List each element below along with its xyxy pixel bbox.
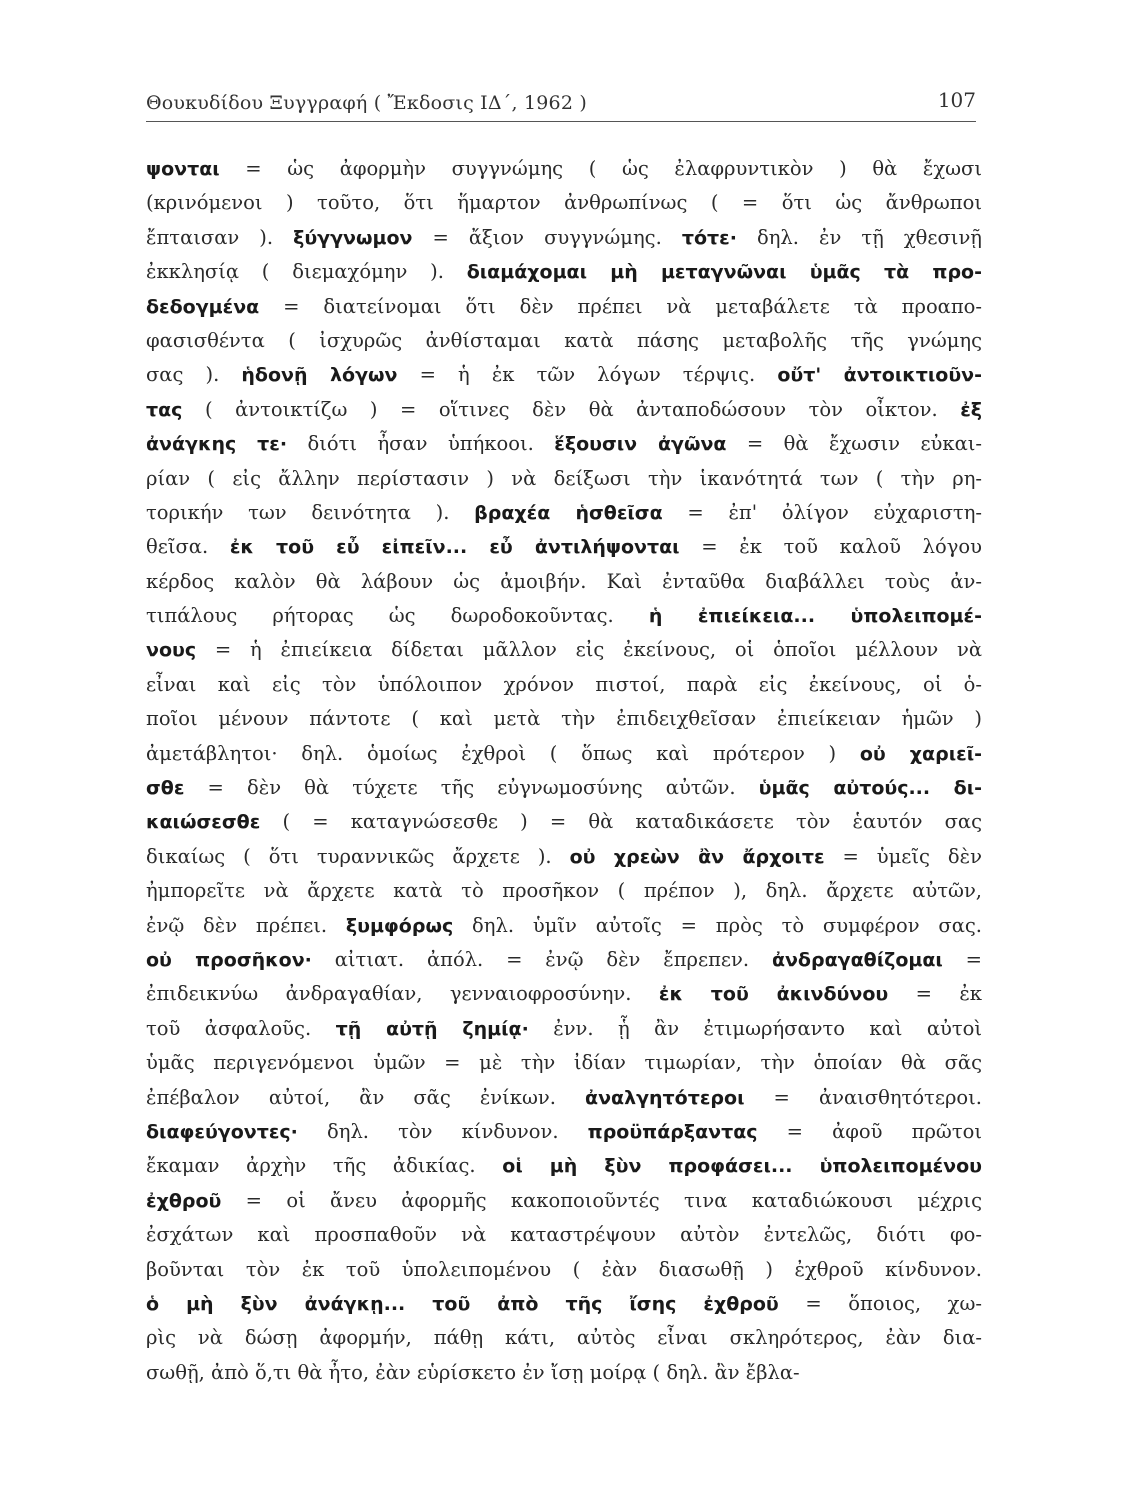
gloss-text: = διατείνομαι ὅτι δὲν πρέπει νὰ μεταβάλετε τὰ προαπο-: [259, 294, 982, 318]
gloss-text: ἐπιδεικνύω ἀνδραγαθίαν, γενναιοφροσύνην.: [146, 982, 659, 1006]
text-line: [146, 943, 982, 977]
text-line: [146, 1356, 982, 1390]
gloss-text: βοῦνται τὸν ἐκ τοῦ ὑπολειπομένου ( ἐὰν διασωθῇ ) ἐχθροῦ κίνδυνον.: [146, 1257, 982, 1281]
text-line: [146, 702, 982, 736]
gloss-text: = ἀφοῦ πρῶτοι: [757, 1119, 982, 1143]
gloss-text: ἠμπορεῖτε νὰ ἄρχετε κατὰ τὸ προσῆκον ( πρέπον ), δηλ. ἄρχετε αὐτῶν,: [146, 879, 982, 903]
text-line: [146, 221, 982, 255]
lemma-term: ξυμφόρως: [345, 914, 454, 937]
gloss-text: = ἐκ: [888, 982, 982, 1006]
lemma-term: ἀναλγητότεροι: [585, 1086, 745, 1109]
gloss-text: ἐπέβαλον αὐτοί, ἂν σᾶς ἐνίκων.: [146, 1085, 586, 1109]
gloss-text: δηλ. ἐν τῇ χθεσινῇ: [736, 225, 982, 249]
gloss-text: σωθῇ, ἀπὸ ὅ,τι θὰ ἦτο, ἐὰν εὑρίσκετο ἐν ἴσῃ μοίρᾳ ( δηλ. ἂν ἔβλα-: [146, 1360, 800, 1384]
text-line: [146, 1012, 982, 1046]
lemma-term: οὐ χρεὼν ἂν ἄρχοιτε: [569, 845, 825, 868]
gloss-text: ἐσχάτων καὶ προσπαθοῦν νὰ καταστρέψουν αὐτὸν ἐντελῶς, διότι φο-: [146, 1223, 982, 1247]
lemma-term: τας: [146, 398, 183, 421]
gloss-text: = δὲν θὰ τύχετε τῆς εὐγνωμοσύνης αὐτῶν.: [184, 776, 759, 800]
gloss-text: ὑμᾶς περιγενόμενοι ὑμῶν = μὲ τὴν ἰδίαν τιμωρίαν, τὴν ὁποίαν θὰ σᾶς: [146, 1051, 982, 1075]
lemma-term: ἀνάγκης τε·: [146, 433, 288, 456]
lemma-term: ἐχθροῦ: [146, 1189, 222, 1212]
gloss-text: αἰτιατ. ἀπόλ. = ἐνῷ δὲν ἔπρεπεν.: [311, 947, 772, 971]
lemma-term: διαμάχομαι μὴ μεταγνῶναι ὑμᾶς τὰ προ-: [466, 261, 983, 284]
lemma-term: ἡδονῇ λόγων: [241, 364, 398, 387]
gloss-text: (κρινόμενοι ) τοῦτο, ὅτι ἥμαρτον ἀνθρωπίνως ( = ὅτι ὡς ἄνθρωποι: [146, 191, 982, 215]
gloss-text: = ἡ ἐκ τῶν λόγων τέρψις.: [397, 363, 778, 387]
lemma-term: βραχέα ἡσθεῖσα: [474, 501, 663, 524]
gloss-text: ( ἀντοικτίζω ) = οἵτινες δὲν θὰ ἀνταποδώσουν τὸν οἶκτον.: [182, 397, 961, 421]
gloss-text: = ὡς ἀφορμὴν συγγνώμης ( ὡς ἐλαφρυντικὸν ) θὰ ἔχωσι: [219, 157, 982, 180]
gloss-text: δικαίως ( ὅτι τυραννικῶς ἄρχετε ).: [146, 844, 570, 868]
page-header: [146, 86, 976, 122]
text-line: [146, 358, 982, 392]
text-line: [146, 1287, 982, 1321]
lemma-term: ὁ μὴ ξὺν ἀνάγκῃ... τοῦ ἀπὸ τῆς ἴσης ἐχθροῦ: [146, 1292, 779, 1315]
gloss-text: ποῖοι μένουν πάντοτε ( καὶ μετὰ τὴν ἐπιδειχθεῖσαν ἐπιείκειαν ἡμῶν ): [146, 707, 982, 731]
lemma-term: τῇ αὐτῇ ζημίᾳ·: [335, 1017, 529, 1040]
lemma-term: προϋπάρξαντας: [587, 1120, 758, 1143]
gloss-text: = ἡ ἐπιείκεια δίδεται μᾶλλον εἰς ἐκείνους, οἱ ὁποῖοι μέλλουν νὰ: [196, 638, 982, 662]
lemma-term: ἕξουσιν ἀγῶνα: [554, 433, 727, 456]
gloss-text: ρίαν ( εἰς ἄλλην περίστασιν ) νὰ δείξωσι τὴν ἱκανότητά των ( τὴν ρη-: [146, 466, 982, 490]
lemma-term: διαφεύγοντες·: [146, 1120, 298, 1143]
text-line: [146, 771, 982, 805]
gloss-text: = ἀναισθητότεροι.: [744, 1085, 982, 1109]
text-line: [146, 737, 982, 771]
lemma-term: καιώσεσθε: [146, 811, 261, 834]
text-line: [146, 599, 982, 633]
gloss-text: = ἐπ' ὀλίγον εὐχαριστη-: [662, 500, 982, 524]
gloss-text: ἔκαμαν ἀρχὴν τῆς ἀδικίας.: [146, 1154, 503, 1178]
text-line: [146, 152, 982, 186]
lemma-term: ἐκ τοῦ εὖ εἰπεῖν... εὖ ἀντιλήψονται: [229, 536, 680, 559]
gloss-text: κέρδος καλὸν θὰ λάβουν ὡς ἀμοιβήν. Καὶ ἐνταῦθα διαβάλλει τοὺς ἀν-: [146, 569, 982, 593]
lemma-term: ὑμᾶς αὐτούς... δι-: [758, 777, 982, 800]
text-line: [146, 1253, 982, 1287]
text-line: [146, 1149, 982, 1183]
text-line: [146, 427, 982, 461]
lemma-term: δεδογμένα: [146, 295, 260, 318]
text-line: [146, 530, 982, 564]
gloss-text: ἔπταισαν ).: [146, 225, 294, 249]
text-line: [146, 462, 982, 496]
lemma-term: ἡ ἐπιείκεια... ὑπολειπομέ-: [648, 605, 982, 628]
gloss-text: δηλ. τὸν κίνδυνον.: [297, 1119, 588, 1143]
text-line: [146, 565, 982, 599]
text-line: [146, 255, 982, 289]
lemma-term: οἱ μὴ ξὺν προφάσει... ὑπολειπομένου: [502, 1155, 982, 1178]
text-line: [146, 1081, 982, 1115]
text-line: [146, 977, 982, 1011]
gloss-text: = οἱ ἄνευ ἀφορμῆς κακοποιοῦντές τινα καταδιώκουσι μέχρις: [221, 1188, 982, 1212]
gloss-text: =: [942, 947, 982, 971]
page-number: 107: [937, 88, 976, 112]
text-line: [146, 324, 982, 358]
header-rule: [146, 121, 976, 122]
lemma-term: ξύγγνωμον: [293, 226, 413, 249]
lemma-term: ψονται: [146, 158, 220, 180]
gloss-text: τιπάλους ρήτορας ὡς δωροδοκοῦντας.: [146, 604, 649, 628]
text-line: [146, 874, 982, 908]
gloss-text: = ὑμεῖς δὲν: [824, 844, 982, 868]
text-line: [146, 393, 982, 427]
gloss-text: = ἄξιον συγγνώμης.: [412, 225, 682, 249]
gloss-text: ἐνν. ᾗ ἂν ἐτιμωρήσαντο καὶ αὐτοὶ: [528, 1016, 983, 1040]
lemma-term: ἀνδραγαθίζομαι: [771, 948, 943, 971]
text-line: [146, 1218, 982, 1252]
text-line: [146, 290, 982, 324]
text-line: [146, 1321, 982, 1355]
lemma-term: οὔτ' ἀντοικτιοῦν-: [777, 364, 982, 387]
gloss-text: ( = καταγνώσεσθε ) = θὰ καταδικάσετε τὸν ἑαυτόν σας: [260, 810, 982, 834]
gloss-text: θεῖσα.: [146, 535, 230, 559]
lemma-term: σθε: [146, 777, 185, 800]
gloss-text: ἐνῷ δὲν πρέπει.: [146, 913, 346, 937]
lemma-term: ἐξ: [960, 398, 982, 421]
lemma-term: νους: [146, 639, 197, 662]
text-line: [146, 1184, 982, 1218]
text-line: [146, 668, 982, 702]
text-line: [146, 633, 982, 667]
running-head: Θουκυδίδου Ξυγγραφή ( Ἔκδοσις ΙΔ΄, 1962 ): [146, 92, 587, 114]
text-line: [146, 1046, 982, 1080]
lemma-term: ἐκ τοῦ ἀκινδύνου: [658, 983, 889, 1006]
gloss-text: σας ).: [146, 363, 242, 387]
gloss-text: = θὰ ἔχωσιν εὐκαι-: [726, 432, 982, 456]
gloss-text: ἀμετάβλητοι· δηλ. ὁμοίως ἐχθροὶ ( ὅπως καὶ πρότερον ): [146, 741, 860, 765]
text-line: [146, 805, 982, 839]
lemma-term: οὐ προσῆκον·: [146, 948, 312, 971]
gloss-text: ρὶς νὰ δώσῃ ἀφορμήν, πάθῃ κάτι, αὐτὸς εἶναι σκληρότερος, ἐὰν δια-: [146, 1326, 982, 1350]
gloss-text: τορικήν των δεινότητα ).: [146, 500, 475, 524]
lemma-term: τότε·: [681, 226, 737, 249]
text-line: [146, 909, 982, 943]
gloss-text: δηλ. ὑμῖν αὐτοῖς = πρὸς τὸ συμφέρον σας.: [453, 913, 982, 937]
text-line: [146, 1115, 982, 1149]
gloss-text: ἐκκλησίᾳ ( διεμαχόμην ).: [146, 260, 467, 284]
gloss-text: φασισθέντα ( ἰσχυρῶς ἀνθίσταμαι κατὰ πάσης μεταβολῆς τῆς γνώμης: [146, 328, 982, 352]
gloss-text: εἶναι καὶ εἰς τὸν ὑπόλοιπον χρόνον πιστοί, παρὰ εἰς ἐκείνους, οἱ ὁ-: [146, 672, 982, 696]
text-line: [146, 186, 982, 220]
gloss-text: = ἐκ τοῦ καλοῦ λόγου: [679, 535, 982, 559]
commentary-body: [146, 152, 982, 1390]
text-line: [146, 840, 982, 874]
gloss-text: τοῦ ἀσφαλοῦς.: [146, 1016, 336, 1040]
lemma-term: οὐ χαριεῖ-: [859, 742, 982, 765]
text-line: [146, 496, 982, 530]
gloss-text: = ὅποιος, χω-: [778, 1291, 982, 1315]
gloss-text: διότι ἦσαν ὑπήκοοι.: [287, 432, 555, 456]
